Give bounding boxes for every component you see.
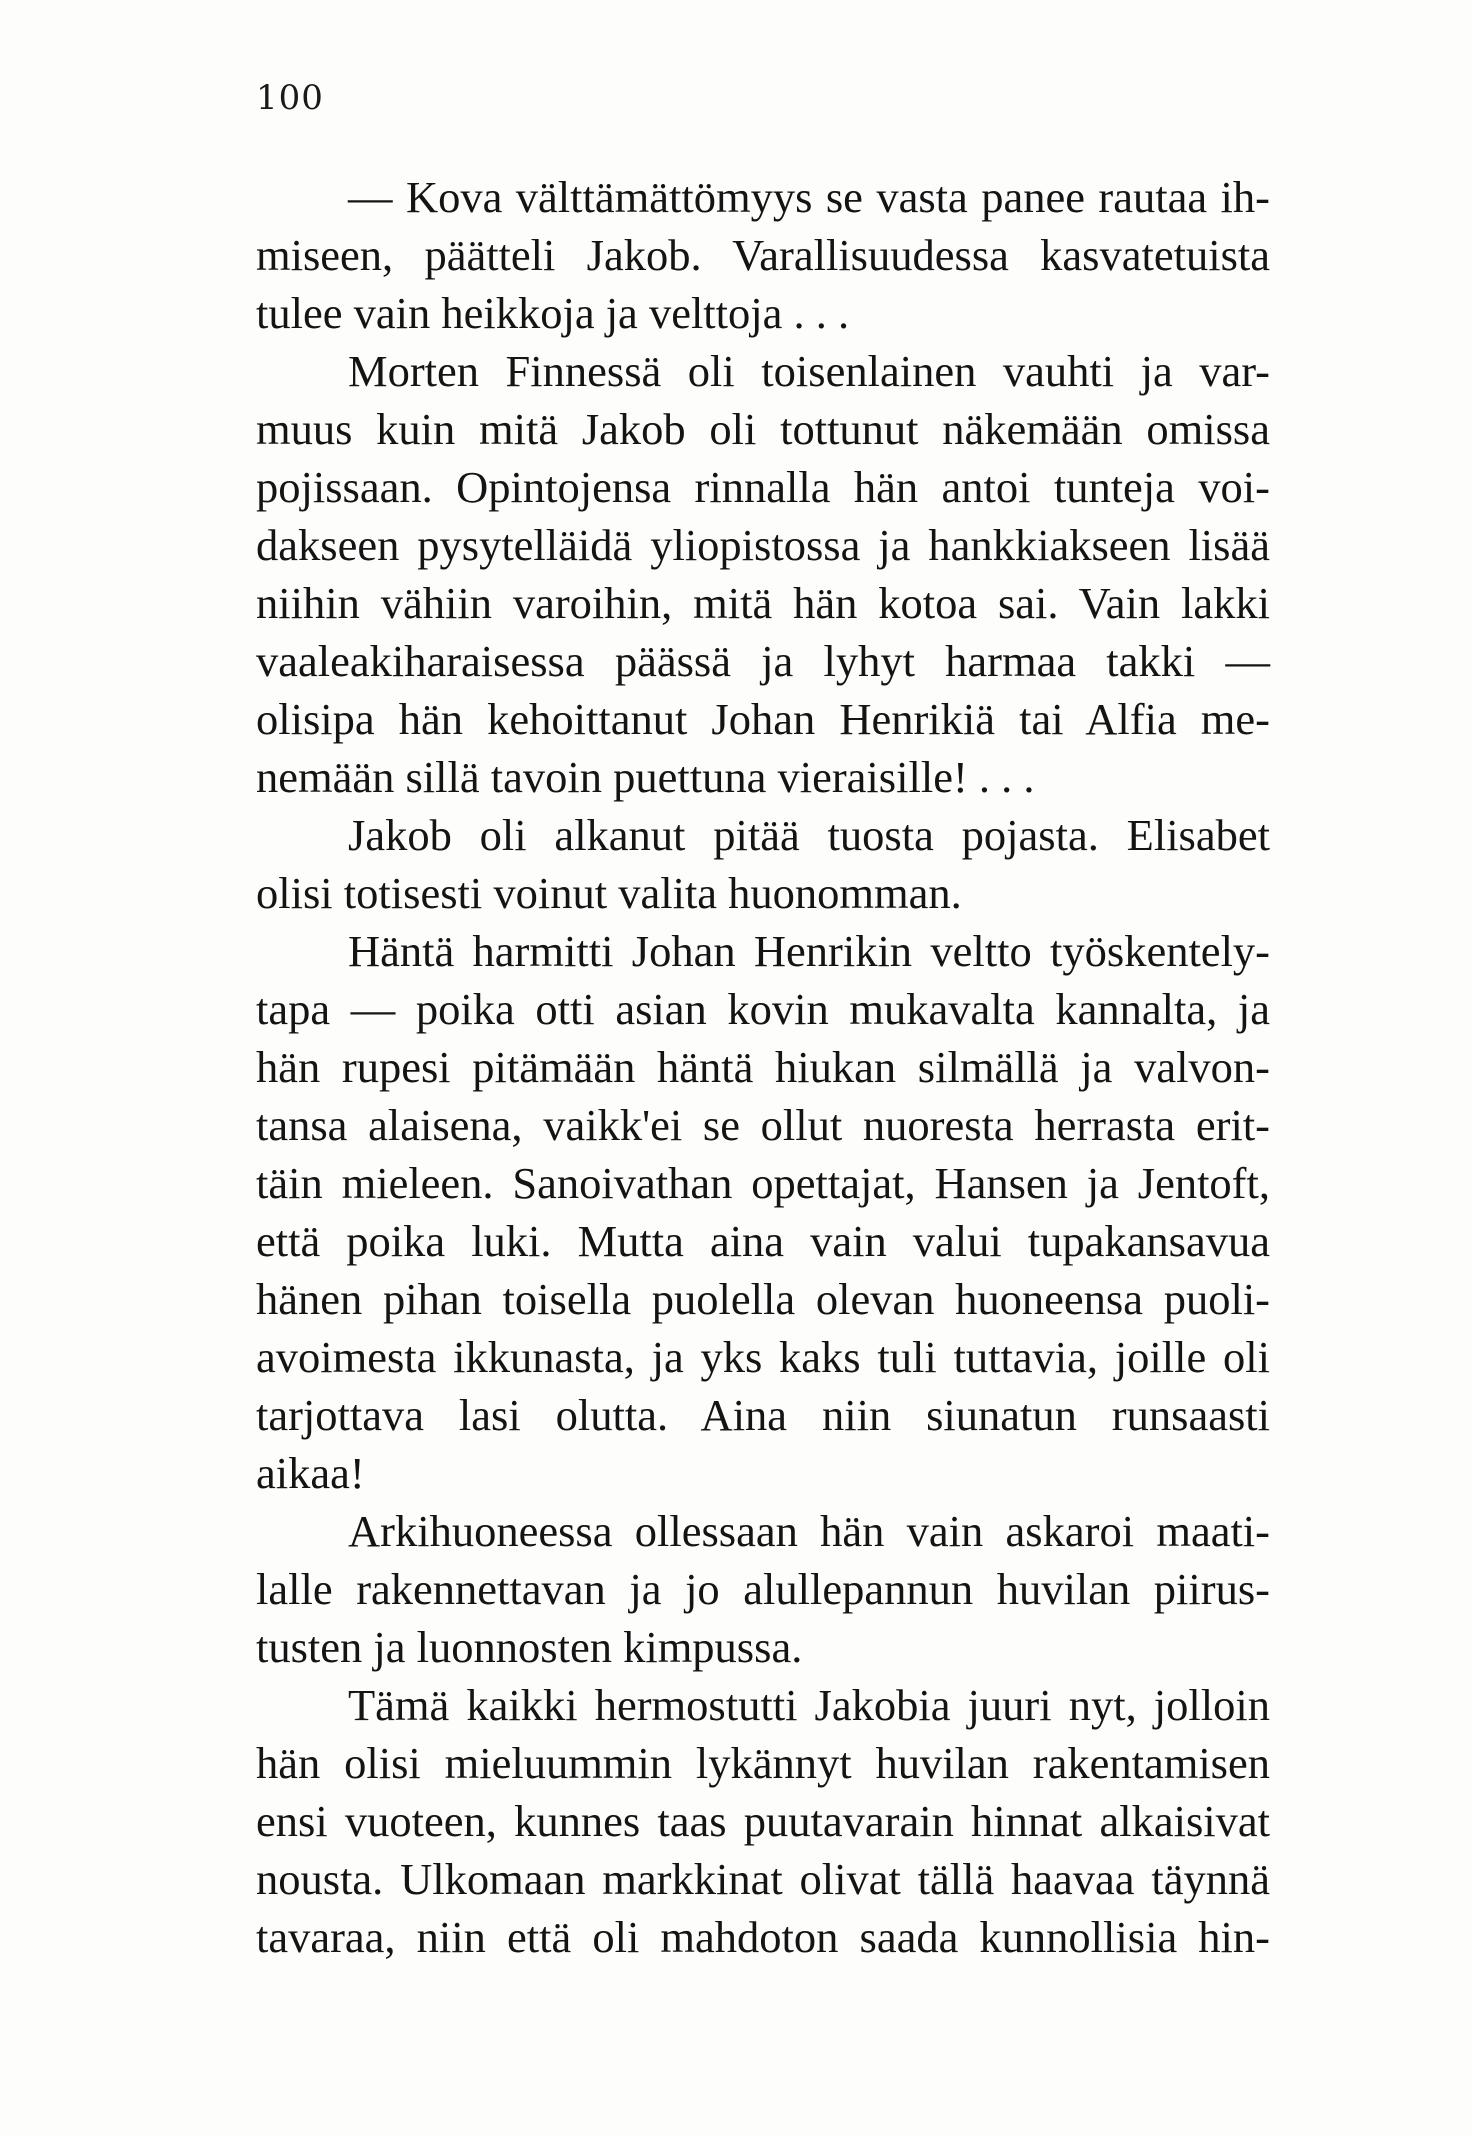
- text-line: Tämä kaikki hermostutti Jakobia juuri nyt, jolloin: [348, 1680, 1270, 1730]
- text-line: hänen pihan toisella puolella olevan huoneensa puoli-: [256, 1274, 1270, 1324]
- body-text: [256, 168, 1270, 1966]
- text-line: nemään sillä tavoin puettuna vieraisille! . . .: [256, 752, 1035, 802]
- text-line: olisipa hän kehoittanut Johan Henrikiä tai Alfia me-: [256, 694, 1270, 744]
- text-line: avoimesta ikkunasta, ja yks kaks tuli tuttavia, joille oli: [256, 1332, 1270, 1382]
- text-line: Morten Finnessä oli toisenlainen vauhti ja var-: [348, 346, 1270, 396]
- text-line: muus kuin mitä Jakob oli tottunut näkemään omissa: [256, 404, 1270, 454]
- text-line: tavaraa, niin että oli mahdoton saada kunnollisia hin-: [256, 1912, 1270, 1962]
- text-line: miseen, päätteli Jakob. Varallisuudessa kasvatetuista: [256, 230, 1270, 280]
- text-line: niihin vähiin varoihin, mitä hän kotoa sai. Vain lakki: [256, 578, 1270, 628]
- text-line: Häntä harmitti Johan Henrikin veltto työskentely-: [348, 926, 1270, 976]
- page-number: 100: [256, 78, 324, 118]
- text-line: tapa — poika otti asian kovin mukavalta kannalta, ja: [256, 984, 1270, 1034]
- text-line: ensi vuoteen, kunnes taas puutavarain hinnat alkaisivat: [256, 1796, 1270, 1846]
- text-line: lalle rakennettavan ja jo alullepannun huvilan piirus-: [256, 1564, 1270, 1614]
- text-line: nousta. Ulkomaan markkinat olivat tällä haavaa täynnä: [256, 1854, 1270, 1904]
- text-line: — Kova välttämättömyys se vasta panee rautaa ih-: [348, 172, 1270, 222]
- text-line: hän rupesi pitämään häntä hiukan silmällä ja valvon-: [256, 1042, 1270, 1092]
- text-line: pojissaan. Opintojensa rinnalla hän antoi tunteja voi-: [256, 462, 1270, 512]
- text-line: täin mieleen. Sanoivathan opettajat, Hansen ja Jentoft,: [256, 1158, 1270, 1208]
- text-line: hän olisi mieluummin lykännyt huvilan rakentamisen: [256, 1738, 1270, 1788]
- text-line: että poika luki. Mutta aina vain valui tupakansavua: [256, 1216, 1270, 1266]
- text-line: olisi totisesti voinut valita huonomman.: [256, 868, 962, 918]
- text-line: tansa alaisena, vaikk'ei se ollut nuoresta herrasta erit-: [256, 1100, 1270, 1150]
- text-line: Arkihuoneessa ollessaan hän vain askaroi maati-: [348, 1506, 1270, 1556]
- text-line: tarjottava lasi olutta. Aina niin siunatun runsaasti: [256, 1390, 1270, 1440]
- text-line: dakseen pysytelläidä yliopistossa ja hankkiakseen lisää: [256, 520, 1270, 570]
- text-line: Jakob oli alkanut pitää tuosta pojasta. Elisabet: [348, 810, 1270, 860]
- text-line: aikaa!: [256, 1448, 365, 1498]
- text-line: vaaleakiharaisessa päässä ja lyhyt harmaa takki —: [256, 636, 1270, 686]
- text-line: tulee vain heikkoja ja velttoja . . .: [256, 288, 850, 338]
- text-line: tusten ja luonnosten kimpussa.: [256, 1622, 803, 1672]
